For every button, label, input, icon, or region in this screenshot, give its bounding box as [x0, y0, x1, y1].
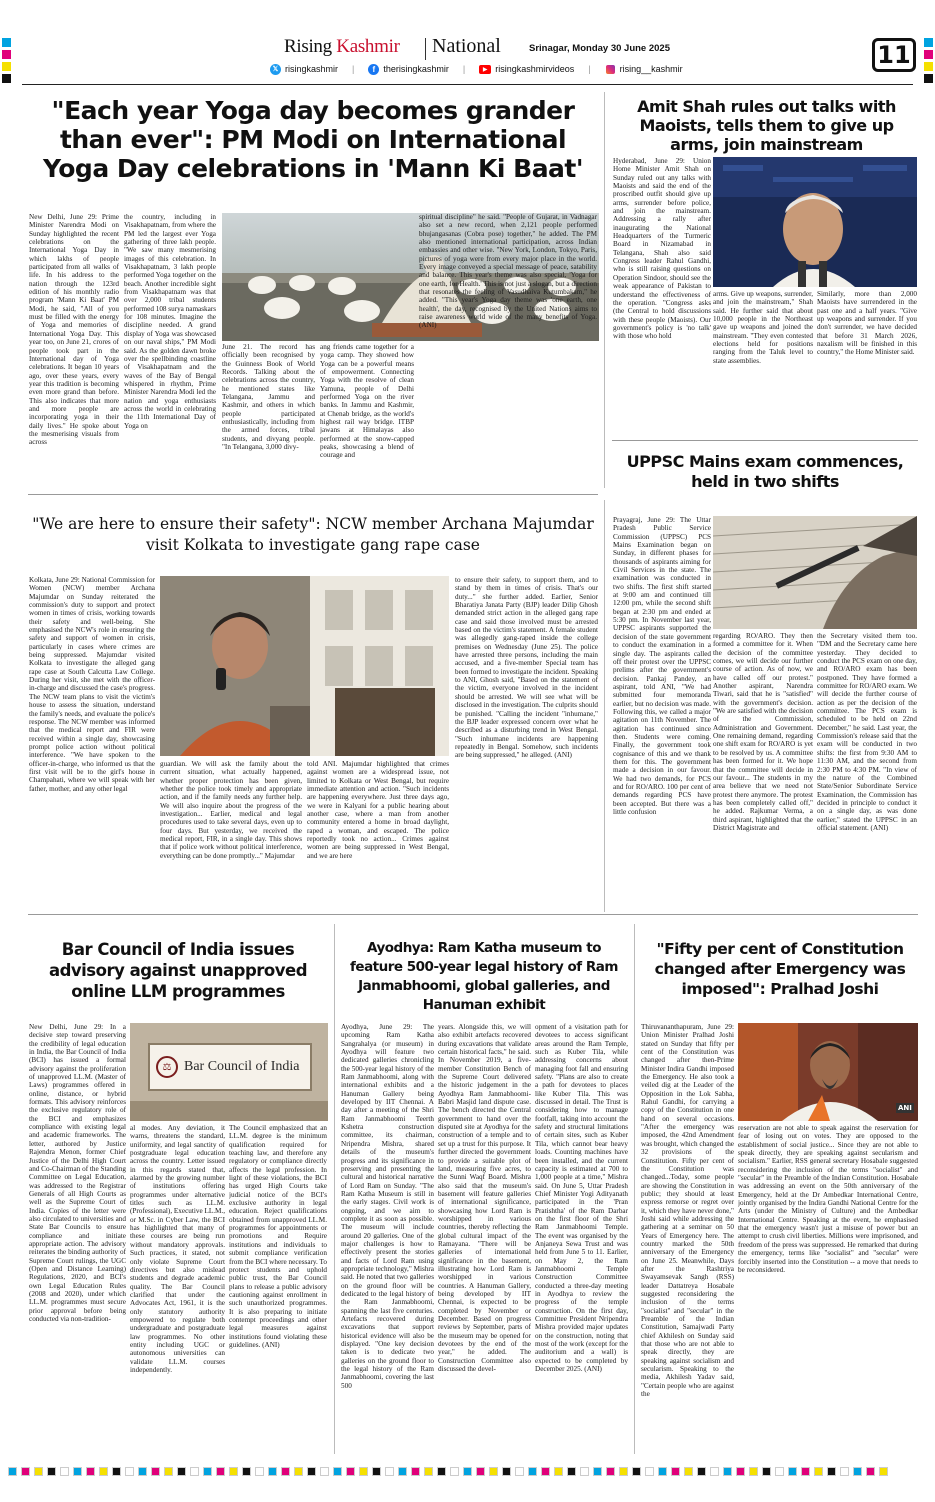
ayodhya-headline: Ayodhya: Ram Katha museum to feature 500-year legal history of Ram Janmabhoomi, global galleries, and Hanuman exhibit	[350, 940, 618, 1013]
registration-swatch	[580, 1467, 589, 1476]
masthead-rule	[22, 84, 913, 85]
facebook-icon: f	[368, 64, 379, 75]
amitshah-photo-image	[713, 157, 917, 287]
registration-swatch	[255, 1467, 264, 1476]
bci-column-2	[130, 1124, 225, 1451]
registration-swatch	[619, 1467, 628, 1476]
registration-swatch	[710, 1467, 719, 1476]
paper-logo	[284, 36, 400, 58]
ncw-column-1	[29, 576, 155, 907]
amitshah-column-2	[713, 290, 813, 470]
registration-swatch	[632, 1467, 641, 1476]
amitshah-headline: Amit Shah rules out talks with Maoists, tells them to give up arms, join mainstream	[637, 97, 896, 154]
yoga-column-1	[29, 213, 119, 476]
registration-swatch-yellow	[924, 62, 933, 71]
column-divider	[604, 500, 605, 912]
registration-swatch	[697, 1467, 706, 1476]
ayodhya-column-3-text: opment of a visitation path for devotees to access significant areas around the Ram Temple, such as Kuber Tila, while addressing concerns about managing foot fall and ensuring safety. "Plans are also to create a path for devotees to places like Kuber Tila. This was discussed in detail. The Trust is considering how to manage footfall, taking into account the safety and structural limitations of certain sites, such as Kuber Tila, which cannot bear heavy loads. Counting machines have been installed, and the current capacity is estimated at 700 to 1,000 people at a time," Mishra said. On June 5, Uttar Pradesh Chief Minister Yogi Adityanath participated in the 'Pran Pratishtha' of the Ram Darbar on the first floor of the Shri Ram Janmabhoomi Temple. The event was organised by the Anjaneya Sewa Trust and was held from June 5 to 11. Earlier, on May 2, the Ram Janmabhoomi Temple Construction Committee conducted a three-day meeting in Ayodhya to review the progress of the temple construction. On the first day, Committee President Nripendra Mishra provided major updates on the construction, noting that most of the work (except for the auditorium and a wall) is expected to be completed by December 2025. (ANI)	[535, 1023, 628, 1374]
registration-swatch	[372, 1467, 381, 1476]
section-divider	[28, 494, 598, 495]
youtube-icon: ▶	[479, 65, 491, 74]
ani-watermark: ANI	[898, 1104, 912, 1112]
registration-swatch	[645, 1467, 654, 1476]
registration-swatch	[437, 1467, 446, 1476]
registration-swatch	[450, 1467, 459, 1476]
registration-swatch	[99, 1467, 108, 1476]
paper-name-rising: Rising	[284, 36, 332, 57]
registration-swatch	[164, 1467, 173, 1476]
column-divider	[604, 92, 605, 488]
registration-swatch	[749, 1467, 758, 1476]
registration-swatch	[502, 1467, 511, 1476]
uppsc-column-2-text: regarding RO/ARO. They then formed a committee for it. When the decision of the committee comes, we will decide our further course of action. As of now, we have called off our protest." Another aspirant, Narendra Tiwari, said that he is "satisfied" with the government's decision. "We are satisfied with the decision of the Commission, Administration and Government. One remaining demand, regarding one shift exam for RO/ARO is yet to be resolved by us. A committee has been formed for it. We hope that the committee will decide in our favour... The students in my area believe that we need not protest there anymore. The protest has been completely called off," he added. Rajkumar Verma, a third aspirant, highlighted that the District Magistrate and	[713, 632, 813, 832]
social-youtube[interactable]	[479, 64, 574, 74]
registration-swatch	[684, 1467, 693, 1476]
color-registration-strip	[0, 1462, 935, 1480]
yoga-column-5-text: spiritual discipline" he said. "People of Gujarat, in Vadnagar also set a new record, when 2,121 people performed bhujangasanas (Cobra pose) together," he added. The PM also mentioned international participation, across Indian embassies and other wise. "New York, London, Tokyo, Paris, pictures of yoga were from every major place in the world. Every image conveyed a special message of peace, satability and balance. This year's theme was also special, 'Yoga for one earth, for Health.' This is not just a slogan, but a direction that resonates the feeling of Vasudhaiva Kutumbakam," he added. "This year's Yoga day theme was 'one earth, one health', the day, recognised by the United Nations aims to raise awareness world wide of the many benefits of Yoga. (ANI)	[419, 213, 597, 330]
ncw-column-2	[160, 760, 302, 907]
registration-swatch	[398, 1467, 407, 1476]
ncw-headline: "We are here to ensure their safety": NCW member Archana Majumdar visit Kolkata to investigate gang rape case	[32, 515, 594, 554]
uppsc-photo	[713, 516, 917, 629]
registration-swatch	[515, 1467, 524, 1476]
instagram-icon	[605, 64, 616, 75]
bci-column-2-text: al modes. Any deviation, it warns, threatens the standard, uniformity, and legal sanctity of postgraduate legal education across the country. Letter issued in this regards stated that, alarmed by the growing number of institutions offering programmes under alternative titles such as LL.M. (Professional), Executive LL.M., or M.Sc. in Cyber Law, the BCI has highlighted that many of these courses are being run without mandatory approvals. Such practices, it stated, not only violate Supreme Court directives but also mislead students and degrade academic quality. The Bar Council clarified that under the Advocates Act, 1961, it is the only statutory authority empowered to regulate both undergraduate and postgraduate law programmes. No other entity including UGC or autonomous universities can validate LL.M. courses independently.	[130, 1124, 225, 1374]
registration-swatch	[151, 1467, 160, 1476]
joshi-column-2-text: reservation are not able to speak against the reservation for fear of losing out on votes. They are opposed to the establishment of social justice... Since they are not able to speak directly, they are speaking against secularism and socialism." Earlier, RSS general secretary Hosabale suggested reconsidering the inclusion of the terms "socialist" and "secular" in the Preamble of the Indian Constitution. Hosabale was addressing an event on the 50th anniversary of the Emergency, held at the Dr Ambedkar International Centre, jointly organised by the Indira Gandhi National Centre for the Arts (under the Ministry of Culture) and the Ambedkar International Centre. Speaking at the event, he emphasised that the emergency wasn't just a misuse of power but an attempt to crush civil liberties. Millions were imprisoned, and freedom of the press was suppressed. He remarked that during the emergency, terms like "socialist" and "secular" were forcibly inserted into the Constitution -- a move that needs to be reconsidered.	[738, 1124, 918, 1274]
registration-swatch-black	[924, 74, 933, 83]
social-instagram[interactable]	[605, 64, 683, 75]
registration-swatch	[671, 1467, 680, 1476]
uppsc-headline: UPPSC Mains exam commences, held in two shifts	[626, 452, 904, 491]
registration-swatch	[840, 1467, 849, 1476]
joshi-photo-image	[738, 1023, 918, 1121]
registration-swatch	[489, 1467, 498, 1476]
registration-swatch-magenta	[924, 50, 933, 59]
yoga-column-5	[419, 213, 597, 476]
masthead-divider	[425, 38, 426, 60]
registration-swatch	[359, 1467, 368, 1476]
registration-swatch	[268, 1467, 277, 1476]
social-x[interactable]	[270, 64, 338, 75]
registration-swatch	[60, 1467, 69, 1476]
joshi-column-1	[641, 1023, 734, 1451]
bci-headline: Bar Council of India issues advisory against unapproved online LLM programmes	[48, 940, 308, 1001]
yoga-column-1-text: New Delhi, June 29: Prime Minister Narendra Modi on Sunday highlighted the recent celebrations on the International Yoga Day in which lakhs of people participated from all walks of life. In his address to the nation through the 123rd edition of his monthly radio program 'Mann Ki Baat' PM Modi, he said, "All of you must be filled with the energy of Yoga and memories of International Yoga Day. This year too, on June 21, crores of people took part in the International day of Yoga celebrations. It began 10 years ago, over these years, every year this tradition is becoming even more grand than before. This also indicates that more and more people are incorporating yoga in their daily lives." He spoke about the mesmerising visuals from across	[29, 213, 119, 447]
registration-swatch	[112, 1467, 121, 1476]
bci-column-1-text: New Delhi, June 29: In a decisive step toward preserving the credibility of legal education in India, the Bar Council of India (BCI) has issued a formal advisory against the proliferation of unapproved LL.M. (Master of Laws) programmes offered in online, distance, or hybrid formats. This advisory reinforces the exclusive regulatory role of the BCI and emphasizes compliance with existing legal and academic frameworks. The letter, authored by Justice Rajendra Menon, former Chief Justice of the Delhi High Court and Co-Chairman of the Standing Committee on Legal Education, was addressed to the Registrar Generals of all High Courts as well as the Supreme Court of India. Copies of the letter were also circulated to universities and State Bar Councils to ensure compliance and initiate appropriate action. The advisory reiterates the binding authority of Supreme Court rulings, the UGC (Open and Distance Learning) Regulations, 2020, and BCI's own Legal Education Rules (2008 and 2020), under which LL.M. programmes must secure prior approval before being conducted via non-tradition-	[29, 1023, 126, 1324]
registration-swatch	[723, 1467, 732, 1476]
amitshah-column-1	[613, 157, 711, 447]
registration-swatch	[203, 1467, 212, 1476]
registration-swatch	[554, 1467, 563, 1476]
social-separator: |	[352, 64, 355, 74]
registration-swatch	[866, 1467, 875, 1476]
yoga-headline: "Each year Yoga day becomes grander than ever": PM Modi on International Yoga Day celebrations in 'Mann Ki Baat'	[42, 96, 584, 183]
uppsc-column-1	[613, 516, 711, 908]
registration-swatch	[21, 1467, 30, 1476]
x-icon: 𝕏	[270, 64, 281, 75]
bci-photo-wall	[130, 1101, 328, 1121]
registration-swatch	[528, 1467, 537, 1476]
page-number: 11	[877, 41, 911, 69]
registration-swatch	[658, 1467, 667, 1476]
ncw-column-4	[455, 576, 598, 907]
amitshah-column-2-text: arms. Give up weapons, surrender, and join the mainstream," Shah said. He further said that about 10,000 people in the Northeast gave up weapons and joined the mainstream. "They even contested elections held for positions ranging from the Taluk level to state assemblies.	[713, 290, 813, 365]
yoga-column-4	[320, 343, 414, 476]
masthead	[0, 0, 935, 86]
registration-swatch-yellow	[2, 62, 11, 71]
registration-swatch	[294, 1467, 303, 1476]
registration-swatch	[736, 1467, 745, 1476]
ayodhya-column-3	[535, 1023, 628, 1451]
social-facebook[interactable]	[368, 64, 449, 75]
yoga-column-2	[124, 213, 216, 476]
ayodhya-column-1	[341, 1023, 434, 1451]
registration-swatch	[8, 1467, 17, 1476]
registration-swatch	[190, 1467, 199, 1476]
registration-swatch-black	[2, 74, 11, 83]
registration-swatch	[138, 1467, 147, 1476]
registration-swatch	[814, 1467, 823, 1476]
yoga-column-2-text: the country, including in Visakhapatnam, from where the PM led the largest ever Yoga gathering of three lakh people. "We saw many mesmerising images of this celebration. In Visakhapatnam, 3 lakh people performed Yoga together on the beach. Another incredible sight from Visakhapatnam was that over 2,000 tribal students performed 108 surya namaskars for 108 minutes. Imagine the discipline needed. A grand display of Yoga was showcased on our naval ships," PM Modi said. As the golden dawn broke over the spellbinding coastline of Visakhapatnam and the waves of the Bay of Bengal whispered in rhythm, Prime Minister Narendra Modi led the nation and yoga enthusiasts across the world in celebrating the 11th International Day of Yoga on	[124, 213, 216, 430]
social-handle-x: risingkashmir	[285, 64, 339, 74]
social-handle-facebook: therisingkashmir	[383, 64, 449, 74]
registration-swatch	[476, 1467, 485, 1476]
registration-swatch	[853, 1467, 862, 1476]
joshi-headline: "Fifty per cent of Constitution changed after Emergency was imposed": Pralhad Joshi	[654, 940, 906, 998]
section-divider	[612, 440, 918, 441]
joshi-photo	[738, 1023, 918, 1121]
registration-swatch	[788, 1467, 797, 1476]
page-number-box	[872, 38, 916, 72]
column-divider	[634, 924, 635, 1454]
registration-swatch	[216, 1467, 225, 1476]
registration-swatch-cyan	[2, 38, 11, 47]
registration-swatch	[346, 1467, 355, 1476]
amitshah-column-1-text: Hyderabad, June 29: Union Home Minister Amit Shah on Sunday ruled out any talks with Maoists and said the end of the proscribed outfit should give up arms, surrender before police, and join the mainstream. Addressing a rally after inaugurating the National Headquarters of the Turmeric Board in Nizamabad in Telangana, Shah also said Congress leader Rahul Gandhi, who is still raising questions on Operation Sindoor, should see the weak appearance of Pakistan to understand the effectiveness of the operation. "Congress asks (the Central to hold discussions with these people (Maoists). Our government's policy is 'no talk' with those who hold	[613, 157, 711, 341]
registration-swatch	[47, 1467, 56, 1476]
registration-swatch	[606, 1467, 615, 1476]
ayodhya-column-2	[438, 1023, 531, 1451]
ncw-column-3-text: told ANI. Majumdar highlighted that crimes against women are a widespread issue, not limited to Kolkata or West Bengal, but require immediate attention and action. "Such incidents are happening everywhere. Just three days ago, we were in Kalyani for a public hearing about another case, where a man from another community entered a home in broad daylight, raped a woman, and escaped. The police reportedly took no action... Crimes against women are being suppressed in West Bengal, and we are here	[307, 760, 449, 860]
amitshah-column-3	[817, 290, 917, 470]
registration-swatch	[879, 1467, 888, 1476]
registration-swatch	[242, 1467, 251, 1476]
registration-swatch	[463, 1467, 472, 1476]
ayodhya-column-1-text: Ayodhya, June 29: The upcoming Ram Katha Sangrahalya (or museum) in Ayodhya will feature two dedicated galleries chronicling the 500-year legal history of the Ram Janmabhoomi, along with international exhibits and a Hanuman Gallery being developed by IIT Chennai. A day after a meeting of the Shri Ram Janmabhoomi Teerth Kshetra construction committee, its chairman, Nripendra Mishra, shared details of the museum's progress and its significance in preserving and presenting the cultural and historical narrative of Lord Ram on Sunday. "The Ram Katha Museum is still in the early stages. Civil work is ongoing, and we aim to complete it as soon as possible. The museum will include around 20 galleries. One of the major challenges is how to effectively present the stories and facts of Lord Ram using appropriate technology," Mishra said. He noted that two galleries on the ground floor will be dedicated to the legal history of the Ram Janmabhoomi, spanning the last five centuries. Artefacts recovered during excavations that support historical evidence will also be displayed. "One key decision taken is to dedicate two galleries on the ground floor to the legal history of the Ram Janmabhoomi, covering the last 500	[341, 1023, 434, 1390]
amitshah-photo	[713, 157, 917, 287]
yoga-column-3	[222, 343, 315, 476]
column-divider	[334, 924, 335, 1454]
bci-column-3-text: The Council emphasized that an LL.M. degree is the minimum qualification required for teaching law, and therefore any regulatory or compliance directly affects the legal profession. In light of these violations, the BCI has urged High Courts take judicial notice of the BCI's exclusive authority in legal education. Reject qualifications obtained from unapproved LL.M. programmes for appointments or promotions and Require institutions and individuals to submit compliance verification from the BCI where necessary. To protect students and uphold public trust, the Bar Council plans to release a public advisory cautioning against enrollment in such unauthorized programmes. It is also preparing to initiate contempt proceedings and other legal measures against institutions found violating these guidelines. (ANI)	[229, 1124, 327, 1349]
dateline: Srinagar, Monday 30 June 2025	[529, 43, 670, 54]
social-separator: |	[462, 64, 466, 74]
registration-swatch	[801, 1467, 810, 1476]
bci-column-1	[29, 1023, 126, 1451]
registration-swatch	[125, 1467, 134, 1476]
social-separator: |	[588, 64, 591, 74]
ayodhya-column-2-text: years. Alongside this, we will also exhibit artefacts recovered during excavations that validate certain historical facts," he said. In November 2019, a five-member Constitution Bench of the Supreme Court delivered the historic judgement in the Ayodhya Ram Janmabhoomi-Babri Masjid land dispute case. The bench directed the Central government to hand over the disputed site at Ayodhya for the construction of a temple and to set up a trust for this purpose. It further directed the government to provide a suitable plot of land, measuring five acres, to the Sunni Waqf Board. Mishra also said that the museum's basement will feature galleries of international significance, showcasing how Lord Ram is worshipped in various countries, thereby reflecting the global cultural impact of the Ramayana. "There will be galleries of international significance in the basement, illustrating how Lord Ram is worshipped in various countries. A Hanuman Gallery, being developed by IIT Chennai, is expected to be completed by November or December. Based on progress reviews by September, parts of the museum may be opened for devotees by the end of the year," he added. The Construction Committee also discussed the devel-	[438, 1023, 531, 1374]
yoga-column-4-text: ang friends came together for a yoga camp. They showed how Yoga can be a powerful means of empowerment. Connecting Yoga with the resolve of clean Yamuna, people of Delhi performed Yoga on the river banks. In Jammu and Kashmir, at Chenab bridge, as the world's highest rail way bridge. ITBP jawans at Himalayas also performed at the snow-capped peaks, showcasing a blend of courage and	[320, 343, 414, 460]
registration-swatch	[593, 1467, 602, 1476]
ncw-column-3	[307, 760, 449, 907]
bci-photo	[130, 1023, 328, 1121]
joshi-column-1-text: Thiruvananthapuram, June 29: Union Minister Pralhad Joshi stated on Sunday that fifty per cent of the Constitution was changed after then-Prime Minister Indira Gandhi imposed the Emergency. He also took a veiled dig at the Leader of the Opposition in the Lok Sabha, Rahul Gandhi, for carrying a copy of the Constitution in one hand on several occasions. "After the emergency was imposed, the 42nd Amendment was brought, which changed the 32 provisions of the Constitution. Fifty per cent of the Constitution was changed...Today, some people are showing the Constitution in public; they should at least express remorse or regret over it, which they have never done," Joshi said while addressing the gathering at a seminar on 50 Years of Emergency here. The country marked the 50th anniversary of the Emergency on June 25. Meanwhile, Days after the Rashtriya Swayamsevak Sangh (RSS) leader Dattatreya Hosabale suggested reconsidering the inclusion of the terms "socialist" and "secular" in the Preamble of the Indian Constitution, Samajwadi Party chief Akhilesh on Sunday said that those who are not able to speak directly, they are speaking against socialism and secularism. Speaking to the media, Akhilesh Yadav said, "Certain people who are against the	[641, 1023, 734, 1399]
section-title: National	[432, 35, 501, 57]
section-divider	[28, 914, 918, 915]
registration-swatch	[281, 1467, 290, 1476]
registration-swatch	[762, 1467, 771, 1476]
registration-swatch	[411, 1467, 420, 1476]
uppsc-column-2	[713, 632, 813, 908]
yoga-column-3-text: June 21. The record has officially been recognised by the Guinness Book of World Records. Talking about the celebrations across the country, he mentioned states like Telangana, Jammu and Kashmir, and others in which people participated enthusiastically, including from the armed forces, tribal students, and divyang people. "In Telangana, 3,000 divy-	[222, 343, 315, 452]
uppsc-column-3-text: the Secretary visited them too. "DM and the Secretary came here yesterday. They decided to conduct the PCS exam on one day, and RO/ARO exam has been postponed. They have formed a committee for RO/ARO exam. We will decide the further course of action as per the decision of the committee. The PCS exam is scheduled to be held on 22nd December," he said. Last year, the Commission's release said that the exam will be conducted in two shifts: the first from 9:30 AM to 11:30 AM, and the second from 2:30 PM to 4:30 PM. "In view of the nature of the Combined State/Senior Subordinate Service Examination, the Commission has decided in principle to conduct it on a single day, as was done earlier," stated the UPPSC in an official statement. (ANI)	[817, 632, 917, 832]
ncw-photo-image	[160, 576, 449, 756]
ncw-column-1-text: Kolkata, June 29: National Commission for Women (NCW) member Archana Majumdar on Sunday reiterated the commission's duty to support and protect women in times of crisis, working towards their safety and well-being. She emphasised the NCW's role in ensuring the safety and support of women in crisis, particularly in cases where crimes are being suppressed. Majumdar visited Kolkata to investigate the alleged gang rape case at South Calcutta Law College. During her visit, she met with the officer-in-charge and discussed the case's progress. The NCW team plans to visit the victim's house to assess the situation, understand the family's needs, and evaluate the police's response. The NCW member was informed that the medical report and FIR were received within a single day, showcasing prompt police action without political interference. "We have spoken to the officer-in-charge, who informed us that the first visit will be to the girl's house in Champahati, where we will speak with her father, mother, and any other legal	[29, 576, 155, 793]
social-handle-youtube: risingkashmirvideos	[495, 64, 575, 74]
registration-swatch	[333, 1467, 342, 1476]
registration-swatch	[73, 1467, 82, 1476]
social-handle-instagram: rising__kashmir	[619, 64, 683, 74]
registration-swatch	[229, 1467, 238, 1476]
registration-swatch	[541, 1467, 550, 1476]
registration-swatch	[385, 1467, 394, 1476]
registration-swatch	[424, 1467, 433, 1476]
registration-swatch-magenta	[2, 50, 11, 59]
registration-swatch	[34, 1467, 43, 1476]
registration-swatch	[567, 1467, 576, 1476]
bci-sign-text: Bar Council of India	[184, 1059, 300, 1074]
paper-name-kashmir: Kashmir	[336, 36, 400, 57]
social-bar	[270, 62, 683, 76]
registration-swatch	[86, 1467, 95, 1476]
uppsc-column-3	[817, 632, 917, 908]
uppsc-photo-image	[713, 516, 917, 629]
registration-swatch	[320, 1467, 329, 1476]
bci-column-3	[229, 1124, 327, 1451]
registration-swatch	[307, 1467, 316, 1476]
registration-swatch-cyan	[924, 38, 933, 47]
emblem-icon: ⚖	[156, 1056, 178, 1078]
joshi-column-2	[738, 1124, 918, 1451]
uppsc-column-1-text: Prayagraj, June 29: The Uttar Pradesh Public Service Commission (UPPSC) PCS Mains Examination began on Sunday, in different phases for thousands of aspirants aiming for Civil Services in the state. The examination was conducted in two shifts. The first shift started at 9:00 am and continued till 12:00 pm, while the second shift began at 2:30 pm and ended at 5:30 pm. In November last year, UPPSC aspirants supported the decision of the state government to conduct the examination in a single day. The aspirants called off their protest over the UPPSC prelims after the government's decision. Pankaj Pandey, an aspirant, told ANI, "We had submitted four memoranda earlier, but no decision was made. Following this, we called a major agitation on 11th November. The agitation has continued since then. Students were coming. Finally, the government took cognisance of this and we thank them for this. The government made a decision in our favour. We had two demands, for PCS and for RO/ARO. 100 per cent of demands regarding PCS have been accepted. But there was a little confusion	[613, 516, 711, 817]
amitshah-column-3-text: Similarly, more than 2,000 Maoists have surrendered in the past one and a half years. "Give up weapons and surrender. If you don't surrender, we have decided that before 31 March 2026, naxalism will be finished in this country," the Home Minister said.	[817, 290, 917, 357]
registration-swatch	[177, 1467, 186, 1476]
ncw-column-4-text: to ensure their safety, to support them, and to stand by them in times of crisis. That's our duty..." she further added. Earlier, Senior Bharatiya Janata Party (BJP) leader Dilip Ghosh demanded strict action in the alleged gang rape case and said those involved must be arrested based on the victim's statement. A female student was allegedly gang-raped inside the college premises on Wednesday (June 25). The police have arrested three persons, including the main accused, and a five-member Special team has been formed to investigate the incident. Speaking to ANI, Ghosh said, "Based on the statement of the victim, everyone involved in the incident should be arrested. We will see what will be disclosed in the investigation. The culprits should be punished. "Calling the incident "inhumane," the BJP leader expressed concern over what he described as a disturbing trend in West Bengal. "Such inhumane incidents are happening repeatedly in Bengal. Somehow, such incidents are being suppressed," he alleged. (ANI)	[455, 576, 598, 760]
ncw-photo	[160, 576, 449, 756]
registration-swatch	[775, 1467, 784, 1476]
registration-swatch	[827, 1467, 836, 1476]
bci-sign-board	[148, 1043, 312, 1091]
ncw-column-2-text: guardian. We will ask the family about the current situation, what actually happened, whether proper protection has been given, whether the police took timely and appropriate action, and if the family needs any further help. We will also inquire about the progress of the investigation... Earlier, medical and legal procedures used to take several days, even up to four days. But yesterday, we received the medical report, FIR, in a single day. This shows that if police work without political interference, everything can be done promptly..." Majumdar	[160, 760, 302, 860]
